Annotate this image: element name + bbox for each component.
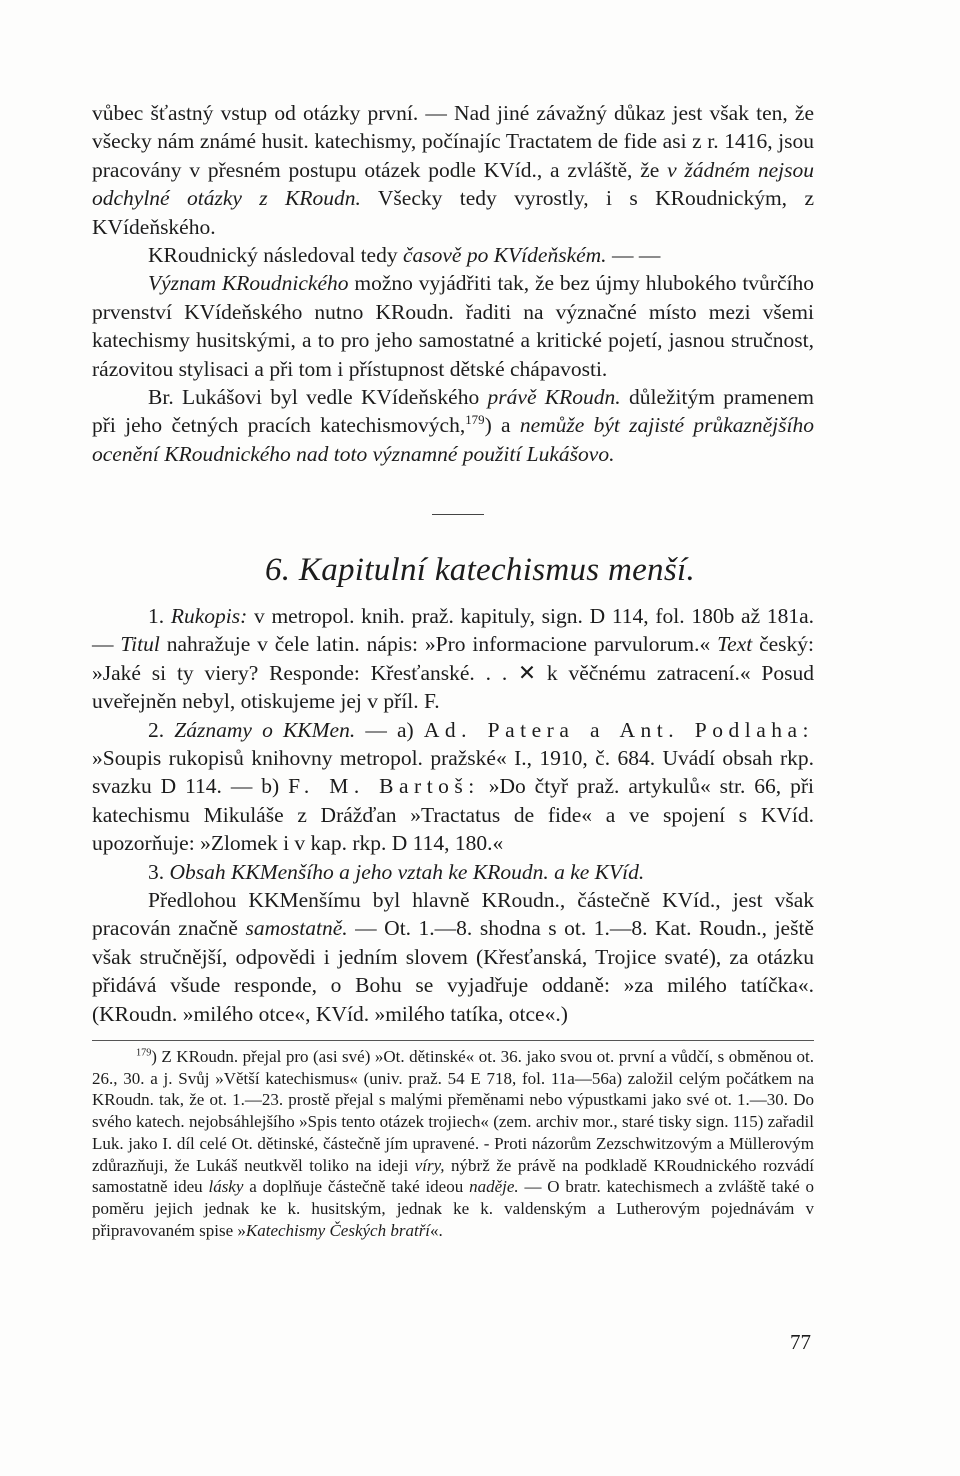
text-run: Záznamy o KKMen. xyxy=(174,717,356,742)
text-run: »Soupis rukopisů knihovny metropol. pražské« I., 1910, č. 684. Uvádí obsah rkp. svazku D 114. — b) xyxy=(92,746,814,799)
text-run: Text xyxy=(717,632,753,657)
text-run: nemůže být zajisté průkaznějšího ocenění KRoudnického nad toto významné použití Lukášovo. xyxy=(92,413,814,466)
footnote-ref: 179 xyxy=(465,413,485,428)
text-run: Katechismy Českých bratří xyxy=(245,1220,431,1240)
text-run: naděje. xyxy=(469,1177,519,1197)
text-run: víry, xyxy=(414,1155,445,1175)
text-run: Ad. Patera a Ant. Podlaha: xyxy=(423,717,815,742)
text-run: v žádném nejsou odchylné otázky z KRoudn. xyxy=(92,157,814,211)
text-run: Rukopis: xyxy=(170,604,248,628)
text-run: 1. xyxy=(148,604,171,628)
text-run: Všecky tedy vyrostly, i s KRoudnickým, z KVídeňského. xyxy=(92,186,814,239)
paragraph xyxy=(92,99,814,241)
text-run: — Ot. 1.—8. shodna s ot. 1.—8. Kat. Roudn., ještě však stručnější, odpovědi i jedním slovem (Křesťanská, Trojice svaté), za otázku přidává všude responde, o Bohu se vyjadřuje oddaně: »za milého tatíčka«. (KRoudn. »milého otce«, KVíd. »milého tatíka, otce«.) xyxy=(92,916,814,1026)
text-run: KRoudnický následoval tedy xyxy=(148,243,403,268)
text-run: možno vyjádřiti tak, že bez újmy hlubokého tvůrčího prvenství KVídeňského nutno KRoudn. řaditi na význačné místo mezi všemi katechismy husitskými, a to pro jeho samostatné a kritické pojetí, jasnou stručnost, rázovitou stylisaci a při tom i přístupnost dětské chápavosti. xyxy=(92,271,814,381)
paragraph xyxy=(92,858,814,886)
text-run: právě KRoudn. xyxy=(487,385,621,410)
text-run: — O bratr. katechismech a zvláště také o poměru jejich jednak ke k. husitským, jednak ke k. valdenským a Lutherovým pojednávám v připravovaném spise » xyxy=(92,1177,815,1240)
text-run: nýbrž že právě na podkladě KRoudnického rozvádí samostatně ideu xyxy=(92,1155,814,1197)
text-run: samostatně. xyxy=(245,916,348,941)
text-run: nahražuje v čele latin. nápis: »Pro informacione parvulorum.« xyxy=(159,632,718,657)
footnote-rule xyxy=(92,1040,814,1041)
text-run: ) a xyxy=(484,413,520,438)
paragraph xyxy=(92,886,814,1028)
text-run: «. xyxy=(430,1220,443,1240)
text-run: »Do čtyř praž. artykulů« str. 66, při katechismu Mikuláše z Drážďan »Tractatus de fide« a ve spojení s KVíd. upozorňuje: »Zlomek i v kap. rkp. D 114, 180.« xyxy=(92,774,815,856)
footnote-ref: 179 xyxy=(136,1047,152,1059)
paragraph xyxy=(92,716,814,858)
body-text-chapter xyxy=(92,602,814,1028)
text-run: ) Z KRoudn. přejal pro (asi své) »Ot. dětinské« ot. 36. jako svou ot. první a vůdčí, s obměnou ot. 26., 30. a j. Svůj »Větší katechismus« (univ. praž. 54 E 718, fol. 11a—56a) založil celým počátkem na KRoudn. tak, že ot. 1.—23. prostě přejal s malými přeměnami nebo výpustkami jako své ot. 1.—30. Do svého katech. nejobsáhlejšího »Spis tento otázek trojiech« (zem. archiv mor., staré tisky sign. 115) zařadil Luk. jako I. díl celé Ot. dětinské, částečně jím upravené. - Proti názorům Zezschwitzovým a Müllerovým zdůrazňuji, že Lukáš neutkvěl toliko na ideji xyxy=(92,1047,814,1175)
text-run: Obsah KKMenšího a jeho vztah ke KRoudn. a ke KVíd. xyxy=(169,859,645,884)
paragraph xyxy=(92,241,814,269)
text-run: Titul xyxy=(120,632,160,657)
text-run: 3. xyxy=(148,859,170,884)
text-run: časově po KVídeňském. xyxy=(402,243,607,268)
text-run: — — xyxy=(606,243,661,268)
text-run: důležitým pramenem při jeho četných pracích katechismových, xyxy=(92,385,814,438)
text-run: a doplňuje částečně také ideou xyxy=(243,1177,470,1197)
text-run: 2. xyxy=(148,717,175,742)
paragraph xyxy=(92,269,814,383)
paragraph xyxy=(92,602,814,716)
text-run: v metropol. knih. praž. kapituly, sign. D 114, fol. 180b až 181a. — xyxy=(92,604,815,657)
text-run: Význam KRoudnického xyxy=(148,271,349,296)
paragraph xyxy=(92,383,814,468)
text-run: Br. Lukášovi byl vedle KVídeňského xyxy=(148,385,488,410)
page-number: 77 xyxy=(790,1330,811,1354)
footnote xyxy=(92,1046,814,1241)
body-text-top xyxy=(92,99,814,468)
text-run: — a) xyxy=(355,717,424,742)
section-separator xyxy=(432,514,484,515)
text-run: Předlohou KKMenšímu byl hlavně KRoudn., částečně KVíd., jest však pracován značně xyxy=(92,888,814,941)
text-run: český: »Jaké si ty viery? Responde: Křesťanské. . . ✕ k věčnému zatracení.« Posud uveřejněn nebyl, otiskujeme jej v příl. F. xyxy=(92,632,814,714)
text-run: vůbec šťastný vstup od otázky první. — Nad jiné závažný důkaz jest však ten, že všecky nám známé husit. katechismy, počínajíc Tractatem de fide asi z r. 1416, jsou pracovány v přesném postupu otázek podle KVíd., a zvláště, že xyxy=(92,101,814,182)
text-run: F. M. Bartoš: xyxy=(288,774,480,799)
text-run: lásky xyxy=(208,1177,244,1197)
chapter-heading: 6. Kapitulní katechismus menší. xyxy=(264,552,696,588)
